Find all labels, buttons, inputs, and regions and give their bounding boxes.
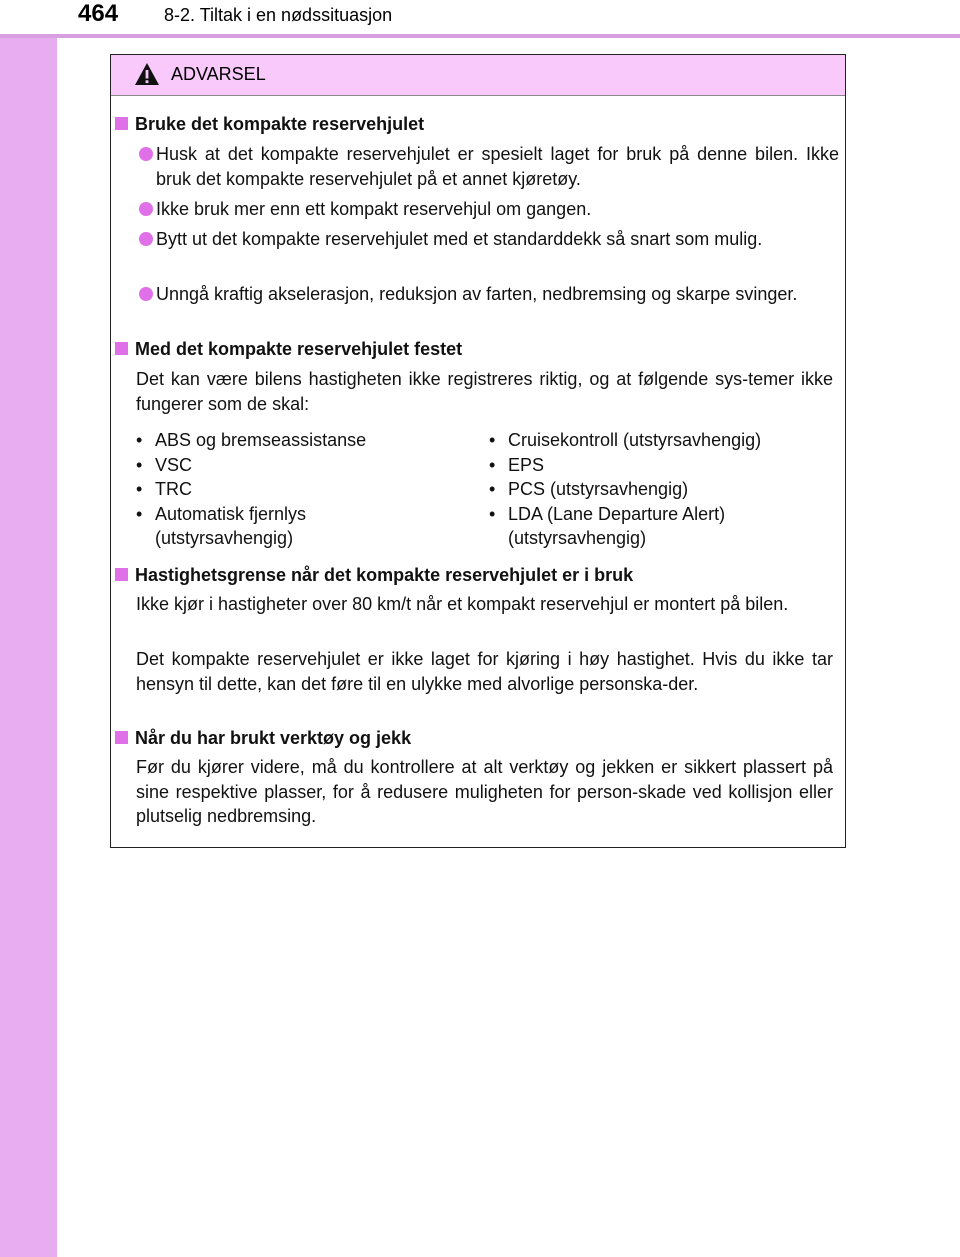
list-item: • Cruisekontroll (utstyrsavhengig) <box>489 430 762 450</box>
systems-list-left <box>136 428 476 551</box>
section-paragraph: Ikke kjør i hastigheter over 80 km/t når et kompakt reservehjul er montert på bilen. <box>136 594 789 614</box>
square-bullet-icon <box>115 117 128 130</box>
page-header <box>0 0 960 37</box>
list-item: • ABS og bremseassistanse <box>136 430 367 450</box>
section-heading-speed-limit: Hastighetsgrense når det kompakte reservehjulet er i bruk <box>115 563 633 588</box>
list-item: Ikke bruk mer enn ett kompakt reservehjul om gangen. <box>139 197 839 222</box>
page-number: 464 <box>78 0 119 27</box>
section-heading-compact-spare: Bruke det kompakte reservehjulet <box>115 112 424 137</box>
section-paragraph: Det kompakte reservehjulet er ikke laget for kjøring i høy hastighet. Hvis du ikke tar hensyn til dette, kan det føre til en ulykke med alvorlige personska-der. <box>136 649 833 694</box>
systems-list-right <box>489 428 829 551</box>
square-bullet-icon <box>115 731 128 744</box>
list-item: • PCS (utstyrsavhengig) <box>489 479 689 499</box>
header-divider <box>0 34 960 38</box>
side-strip <box>0 0 57 1257</box>
warning-box <box>110 54 846 848</box>
list-item: Bytt ut det kompakte reservehjulet med et standarddekk så snart som mulig. <box>139 227 839 252</box>
square-bullet-icon <box>115 568 128 581</box>
round-bullet-icon <box>139 232 153 246</box>
warning-triangle-icon <box>134 62 160 86</box>
section-heading-spare-attached: Med det kompakte reservehjulet festet <box>115 337 462 362</box>
list-item: • TRC <box>136 479 192 499</box>
list-item: • LDA (Lane Departure Alert) (utstyrsavhengig) <box>489 503 726 548</box>
warning-header <box>111 55 845 96</box>
section-paragraph: Det kan være bilens hastigheten ikke registreres riktig, og at følgende sys-temer ikke fungerer som de skal: <box>136 369 833 414</box>
round-bullet-icon <box>139 202 153 216</box>
round-bullet-icon <box>139 147 153 161</box>
section-paragraph: Før du kjører videre, må du kontrollere at alt verktøy og jekken er sikkert plassert på sine respektive plasser, for å redusere muligheten for person-skade ved kollisjon eller plutselig nedbremsing. <box>136 757 833 826</box>
list-item: • EPS <box>489 454 545 475</box>
list-item: • VSC <box>136 454 193 475</box>
list-item: Husk at det kompakte reservehjulet er spesielt laget for bruk på denne bilen. Ikke bruk det kompakte reservehjulet på et annet kjøretøy. <box>139 142 839 191</box>
section-title: 8-2. Tiltak i en nødssituasjon <box>164 5 393 25</box>
warning-label: ADVARSEL <box>171 64 266 84</box>
list-item: Unngå kraftig akselerasjon, reduksjon av farten, nedbremsing og skarpe svinger. <box>139 282 839 307</box>
section-heading-tools-jack: Når du har brukt verktøy og jekk <box>115 726 411 751</box>
list-item: • Automatisk fjernlys (utstyrsavhengig) <box>136 503 307 548</box>
square-bullet-icon <box>115 342 128 355</box>
round-bullet-icon <box>139 287 153 301</box>
